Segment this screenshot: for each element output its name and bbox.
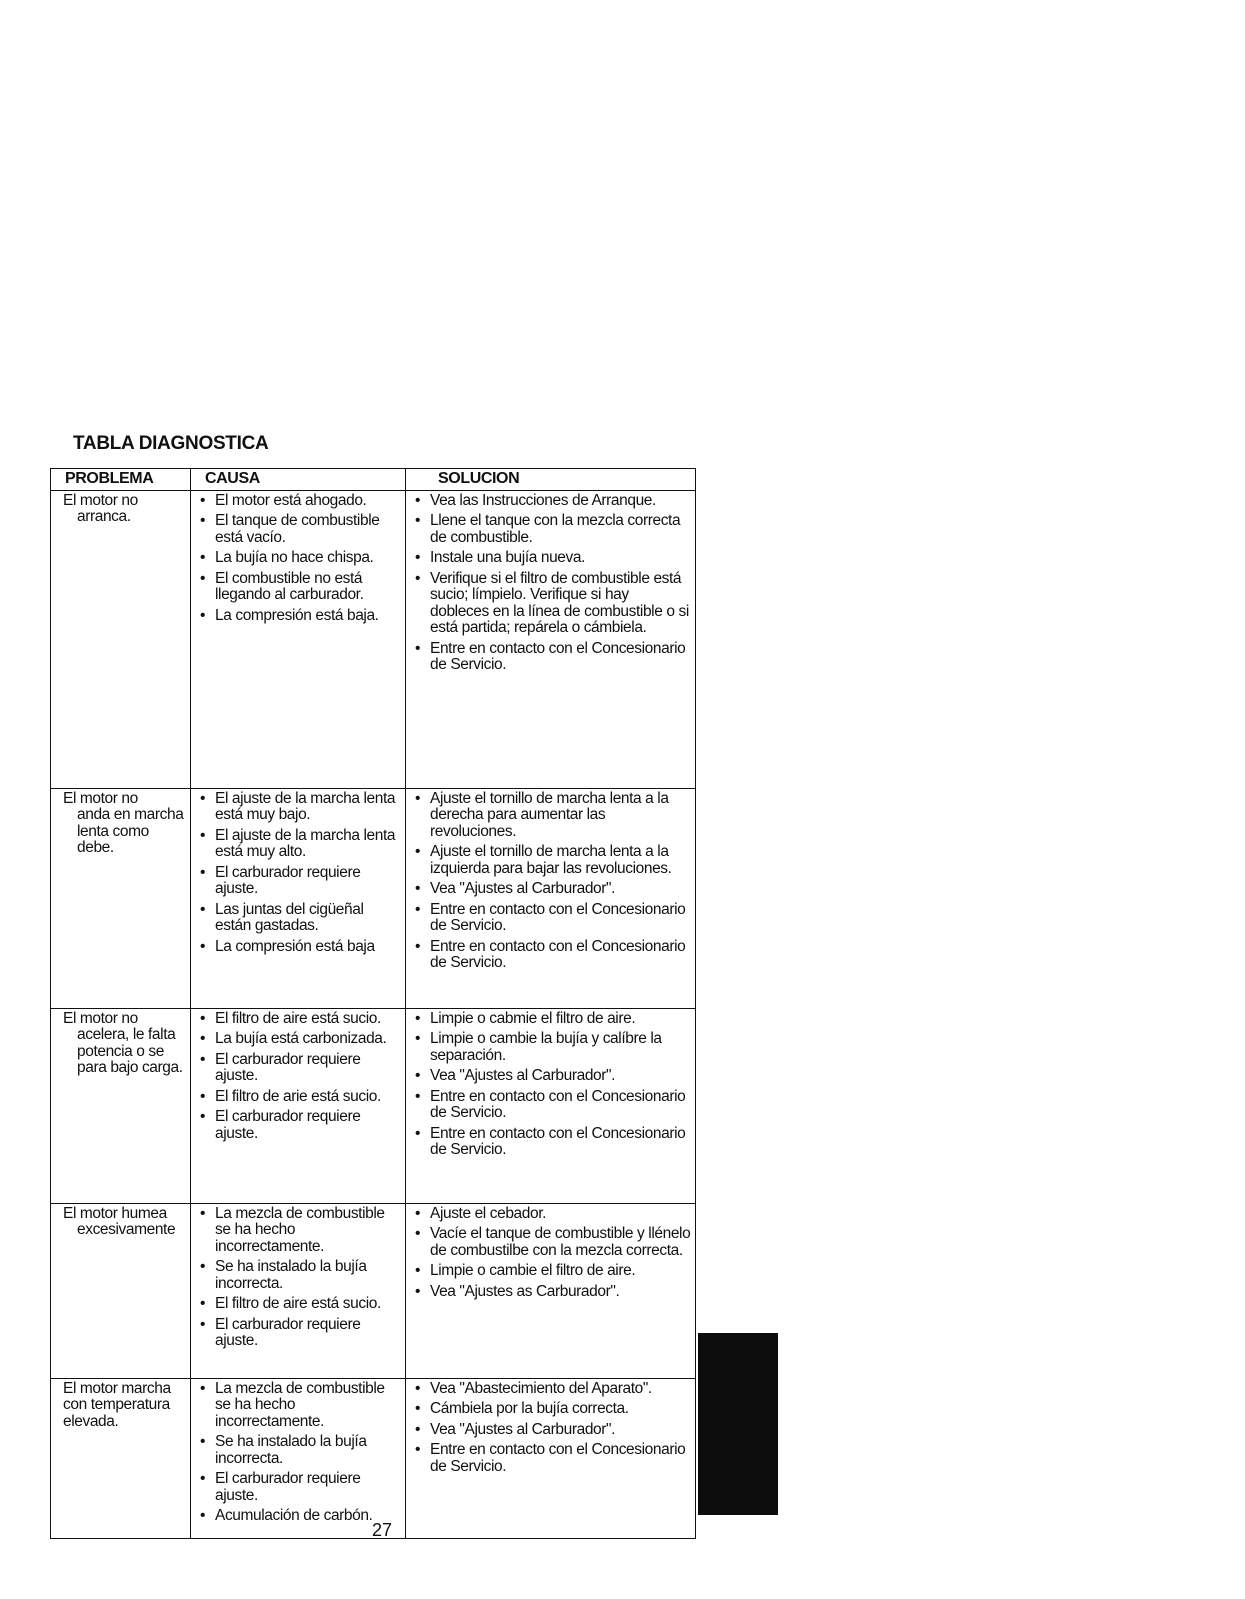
problem-text: arranca. [77, 508, 131, 525]
cause-item: • El carburador requiere ajuste. [197, 1052, 401, 1085]
problem-text: anda en marcha lenta como debe. [77, 806, 184, 856]
cause-item: • La mezcla de combustible se ha hecho incorrectamente. [197, 1381, 401, 1431]
solution-item: • Entre en contacto con el Concesionario de Servicio. [412, 1442, 691, 1475]
cause-item: • La bujía no hace chispa. [197, 550, 401, 567]
cause-item: • El ajuste de la marcha lenta está muy bajo. [197, 791, 401, 824]
solution-item: • Ajuste el tornillo de marcha lenta a la derecha para aumentar las revoluciones. [412, 791, 691, 841]
header-solucion: SOLUCION [406, 469, 696, 491]
cause-item: • El combustible no está llegando al carburador. [197, 571, 401, 604]
solution-item: • Vea "Ajustes as Carburador". [412, 1284, 691, 1301]
solution-item: • Entre en contacto con el Concesionario de Servicio. [412, 641, 691, 674]
table-row [51, 1203, 696, 1378]
solution-item: • Limpie o cabmie el filtro de aire. [412, 1011, 691, 1028]
cause-item: • Se ha instalado la bujía incorrecta. [197, 1259, 401, 1292]
cause-item: • El carburador requiere ajuste. [197, 1109, 401, 1142]
solution-cell [406, 788, 696, 1008]
problem-text: El motor no [63, 1009, 138, 1027]
problem-text: El motor humea [63, 1204, 167, 1222]
problem-text: acelera, le falta potencia o se para bajo carga. [77, 1026, 183, 1076]
solution-item: • Vea "Abastecimiento del Aparato". [412, 1381, 691, 1398]
cause-item: • El ajuste de la marcha lenta está muy alto. [197, 828, 401, 861]
cause-item: • El filtro de aire está sucio. [197, 1011, 401, 1028]
solution-item: • Vea "Ajustes al Carburador". [412, 1422, 691, 1439]
cause-item: • El filtro de aire está sucio. [197, 1296, 401, 1313]
problem-text: El motor no [63, 789, 138, 807]
page-title: TABLA DIAGNOSTICA [73, 433, 269, 454]
solution-item: • Entre en contacto con el Concesionario de Servicio. [412, 902, 691, 935]
table-row [51, 788, 696, 1008]
cause-item: • El carburador requiere ajuste. [197, 1471, 401, 1504]
solution-item: • Llene el tanque con la mezcla correcta de combustible. [412, 513, 691, 546]
table-row [51, 490, 696, 788]
diagnostic-table [50, 468, 696, 1539]
cause-item: • Acumulación de carbón. [197, 1508, 401, 1525]
table-header-row [51, 469, 696, 491]
solution-item: • Vea "Ajustes al Carburador". [412, 881, 691, 898]
problem-cell [51, 490, 191, 788]
cause-item: • El carburador requiere ajuste. [197, 1317, 401, 1350]
cause-cell [191, 1203, 406, 1378]
cause-item: • La compresión está baja [197, 939, 401, 956]
cause-item: • La mezcla de combustible se ha hecho incorrectamente. [197, 1206, 401, 1256]
cause-cell [191, 788, 406, 1008]
solution-cell [406, 1378, 696, 1538]
header-problema: PROBLEMA [51, 469, 191, 491]
cause-item: • El carburador requiere ajuste. [197, 865, 401, 898]
cause-item: • Se ha instalado la bujía incorrecta. [197, 1434, 401, 1467]
solution-item: • Vacíe el tanque de combustible y llénelo de combustilbe con la mezcla correcta. [412, 1226, 691, 1259]
solution-cell [406, 490, 696, 788]
cause-cell [191, 1008, 406, 1203]
problem-text: El motor marcha con temperatura elevada. [63, 1379, 171, 1430]
solution-item: • Ajuste el cebador. [412, 1206, 691, 1223]
cause-item: • El filtro de arie está sucio. [197, 1089, 401, 1106]
section-edge-tab [698, 1333, 778, 1515]
solution-item: • Instale una bujía nueva. [412, 550, 691, 567]
page-number: 27 [372, 1520, 393, 1540]
table-row [51, 1378, 696, 1538]
solution-cell [406, 1203, 696, 1378]
solution-item: • Entre en contacto con el Concesionario de Servicio. [412, 1089, 691, 1122]
problem-cell [51, 1008, 191, 1203]
cause-cell [191, 1378, 406, 1538]
solution-item: • Verifique si el filtro de combustible está sucio; límpielo. Verifique si hay dobleces en la línea de combustible o si está partida; repárela o cámbiela. [412, 571, 691, 637]
solution-item: • Entre en contacto con el Concesionario de Servicio. [412, 1126, 691, 1159]
solution-item: • Limpie o cambie el filtro de aire. [412, 1263, 691, 1280]
problem-cell [51, 1203, 191, 1378]
cause-cell [191, 490, 406, 788]
problem-text: excesivamente [77, 1221, 176, 1238]
solution-item: • Vea las Instrucciones de Arranque. [412, 493, 691, 510]
cause-item: • El tanque de combustible está vacío. [197, 513, 401, 546]
problem-cell [51, 788, 191, 1008]
solution-item: • Cámbiela por la bujía correcta. [412, 1401, 691, 1418]
cause-item: • Las juntas del cigüeñal están gastadas. [197, 902, 401, 935]
solution-item: • Vea "Ajustes al Carburador". [412, 1068, 691, 1085]
problem-text: El motor no [63, 491, 138, 509]
table-row [51, 1008, 696, 1203]
problem-cell [51, 1378, 191, 1538]
header-causa: CAUSA [191, 469, 406, 491]
solution-item: • Limpie o cambie la bujía y calíbre la separación. [412, 1031, 691, 1064]
cause-item: • La bujía está carbonizada. [197, 1031, 401, 1048]
cause-item: • La compresión está baja. [197, 608, 401, 625]
solution-item: • Ajuste el tornillo de marcha lenta a la izquierda para bajar las revoluciones. [412, 844, 691, 877]
solution-cell [406, 1008, 696, 1203]
solution-item: • Entre en contacto con el Concesionario de Servicio. [412, 939, 691, 972]
cause-item: • El motor está ahogado. [197, 493, 401, 510]
